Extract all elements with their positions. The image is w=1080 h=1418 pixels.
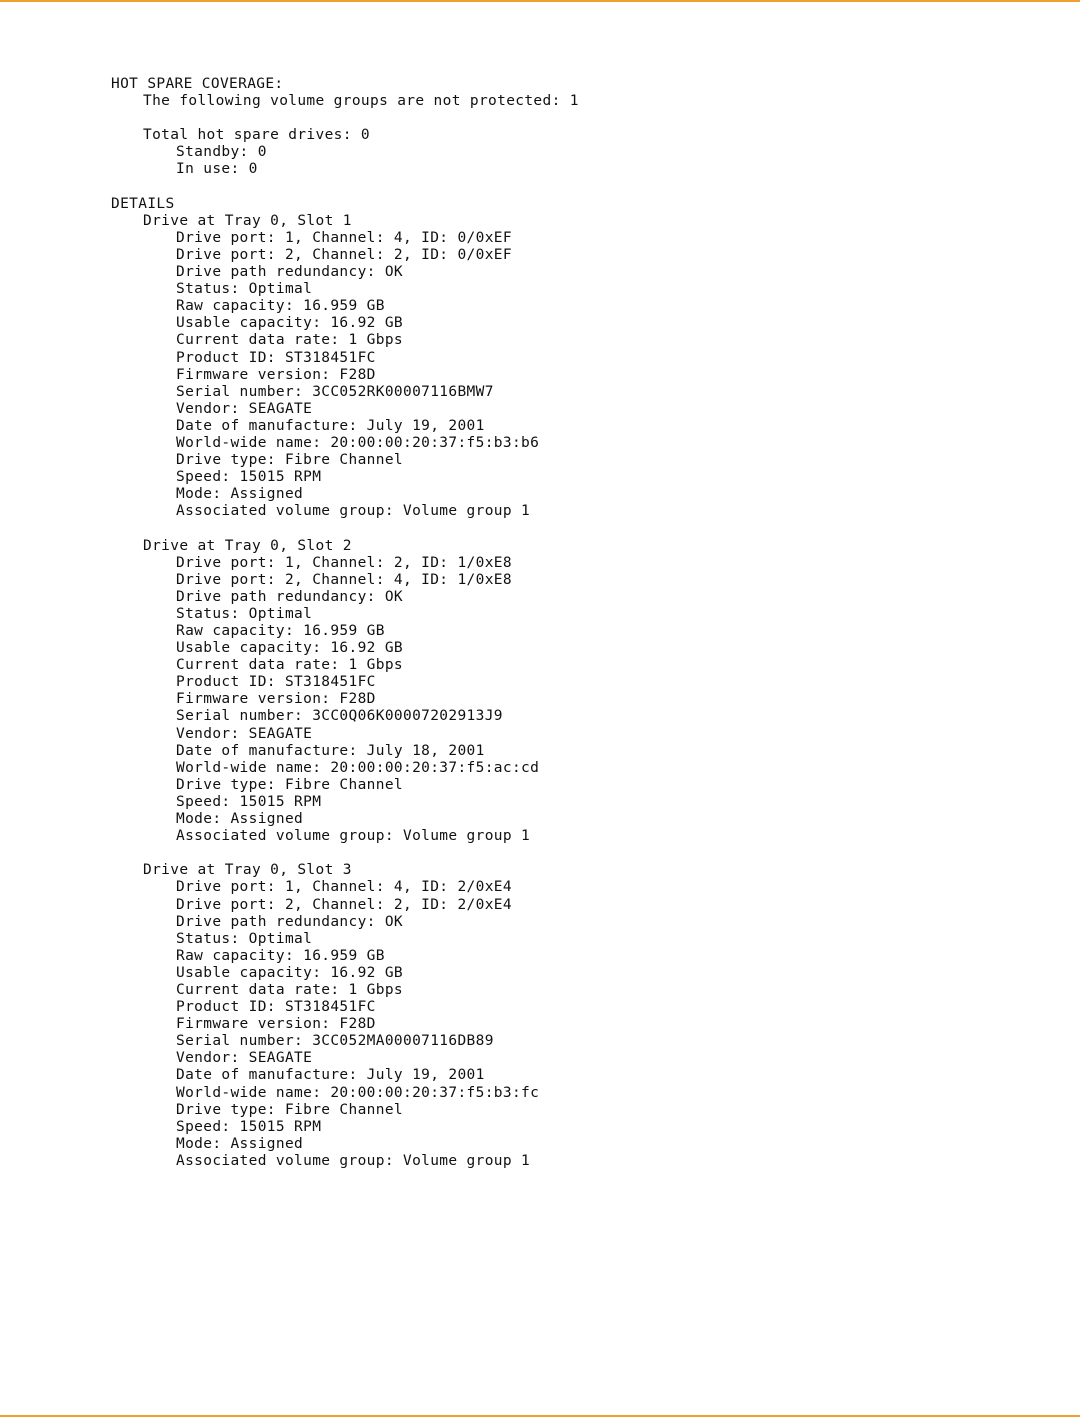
drive-attribute: Date of manufacture: July 19, 2001: [176, 417, 485, 434]
drive-attribute: Associated volume group: Volume group 1: [176, 828, 531, 845]
drive-attribute: Status: Optimal: [176, 930, 313, 947]
drive-attribute: Firmware version: F28D: [176, 691, 376, 708]
spacer: [111, 110, 579, 127]
drive-attribute: Associated volume group: Volume group 1: [176, 1152, 531, 1169]
drive-attribute: Drive port: 1, Channel: 4, ID: 2/0xE4: [176, 879, 512, 896]
drive-attribute: Current data rate: 1 Gbps: [176, 657, 403, 674]
total-hot-spare-drives: Total hot spare drives: 0: [143, 127, 370, 144]
drive-attribute: Drive port: 2, Channel: 2, ID: 2/0xE4: [176, 896, 512, 913]
drive-attribute: Vendor: SEAGATE: [176, 400, 313, 417]
drive-attribute: Date of manufacture: July 19, 2001: [176, 1067, 485, 1084]
drive-attribute: Drive port: 2, Channel: 4, ID: 1/0xE8: [176, 571, 512, 588]
drive-attribute: Drive path redundancy: OK: [176, 264, 403, 281]
drive-title: Drive at Tray 0, Slot 2: [143, 537, 352, 554]
spacer: [111, 520, 579, 537]
drive-title: Drive at Tray 0, Slot 3: [143, 862, 352, 879]
drive-attribute: Speed: 15015 RPM: [176, 469, 322, 486]
drive-attribute: Mode: Assigned: [176, 486, 304, 503]
drive-attribute: Usable capacity: 16.92 GB: [176, 315, 403, 332]
storage-profile-report: [111, 76, 579, 1170]
drive-attribute: Drive type: Fibre Channel: [176, 452, 403, 469]
drive-attribute: Status: Optimal: [176, 605, 313, 622]
standby-count: Standby: 0: [176, 144, 267, 161]
drive-attribute: Current data rate: 1 Gbps: [176, 981, 403, 998]
drive-block-slot-2: [111, 538, 579, 846]
drive-attribute: World-wide name: 20:00:00:20:37:f5:b3:b6: [176, 434, 540, 451]
spacer: [111, 845, 579, 862]
drive-attribute: Serial number: 3CC052RK00007116BMW7: [176, 383, 494, 400]
drive-attribute: World-wide name: 20:00:00:20:37:f5:ac:cd: [176, 759, 540, 776]
drive-block-slot-3: [111, 862, 579, 1170]
drive-attribute: Product ID: ST318451FC: [176, 349, 376, 366]
drive-attribute: Vendor: SEAGATE: [176, 725, 313, 742]
drive-attribute: Serial number: 3CC0Q06K00007202913J9: [176, 708, 503, 725]
drive-attribute: Drive port: 1, Channel: 4, ID: 0/0xEF: [176, 229, 512, 246]
drive-attribute: Drive port: 1, Channel: 2, ID: 1/0xE8: [176, 554, 512, 571]
drive-attribute: Product ID: ST318451FC: [176, 674, 376, 691]
unprotected-volume-groups: The following volume groups are not protected: 1: [143, 93, 579, 110]
drive-attribute: Vendor: SEAGATE: [176, 1050, 313, 1067]
drive-attribute: World-wide name: 20:00:00:20:37:f5:b3:fc: [176, 1084, 540, 1101]
in-use-count: In use: 0: [176, 161, 258, 178]
drive-attribute: Speed: 15015 RPM: [176, 1118, 322, 1135]
drive-attribute: Drive type: Fibre Channel: [176, 776, 403, 793]
hot-spare-heading: HOT SPARE COVERAGE:: [111, 76, 284, 92]
page-top-rule: [0, 0, 1080, 2]
drive-attribute: Raw capacity: 16.959 GB: [176, 623, 385, 639]
drive-attribute: Drive port: 2, Channel: 2, ID: 0/0xEF: [176, 246, 512, 263]
drive-attribute: Date of manufacture: July 18, 2001: [176, 742, 485, 759]
drive-attribute: Speed: 15015 RPM: [176, 793, 322, 810]
drive-attribute: Associated volume group: Volume group 1: [176, 503, 531, 520]
drive-attribute: Raw capacity: 16.959 GB: [176, 298, 385, 315]
drive-attribute: Drive path redundancy: OK: [176, 588, 403, 605]
drive-block-slot-1: [111, 213, 579, 521]
drive-attribute: Usable capacity: 16.92 GB: [176, 640, 403, 657]
drive-attribute: Product ID: ST318451FC: [176, 999, 376, 1016]
details-heading: DETAILS: [111, 195, 175, 212]
drive-attribute: Mode: Assigned: [176, 1135, 304, 1152]
drive-attribute: Drive path redundancy: OK: [176, 913, 403, 930]
drive-attribute: Status: Optimal: [176, 281, 313, 298]
drive-attribute: Mode: Assigned: [176, 811, 304, 828]
page-bottom-rule: [0, 1415, 1080, 1417]
spacer: [111, 179, 579, 196]
drive-attribute: Firmware version: F28D: [176, 1016, 376, 1033]
drive-title: Drive at Tray 0, Slot 1: [143, 212, 352, 229]
drive-attribute: Usable capacity: 16.92 GB: [176, 964, 403, 981]
drive-attribute: Firmware version: F28D: [176, 366, 376, 383]
drive-attribute: Current data rate: 1 Gbps: [176, 332, 403, 349]
drive-attribute: Serial number: 3CC052MA00007116DB89: [176, 1033, 494, 1050]
drive-attribute: Drive type: Fibre Channel: [176, 1101, 403, 1118]
drive-attribute: Raw capacity: 16.959 GB: [176, 947, 385, 964]
